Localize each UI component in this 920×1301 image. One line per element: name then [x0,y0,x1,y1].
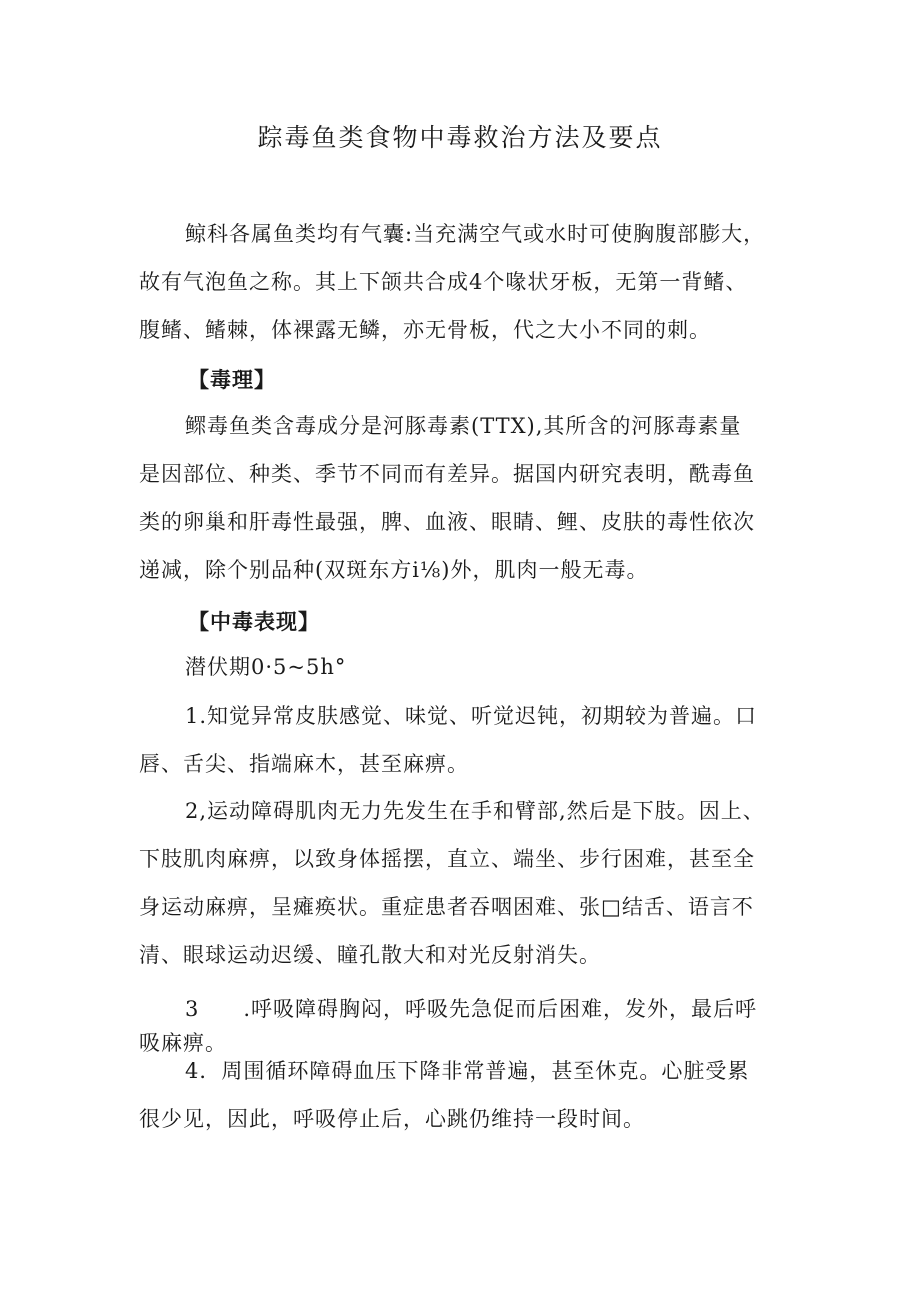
symptom-line: 3 .呼吸障碍胸闷，呼吸先急促而后困难，发外，最后呼 [185,997,758,1021]
intro-line: 腹鳍、鳍棘，体裸露无鳞，亦无骨板，代之大小不同的刺。 [139,318,711,342]
symptom-item-1 [139,692,789,788]
symptom-line: 吸麻痹。 [139,1031,227,1055]
symptom-line: 唇、舌尖、指端麻木，甚至麻痹。 [139,752,469,776]
intro-line: 鲸科各属鱼类均有气囊:当充满空气或水时可使胸腹部膨大， [185,222,766,246]
symptom-line: 1.知觉异常皮肤感觉、味觉、听觉迟钝，初期较为普遍。口 [185,704,758,728]
page-title: 踪毒鱼类食物中毒救治方法及要点 [257,123,663,152]
symptom-item-4 [139,1047,789,1143]
symptom-line: 身运动麻痹，呈瘫痪状。重症患者吞咽困难、张□结舌、语言不 [139,895,754,919]
section-heading-toxicology: 【毒理】 [188,367,276,392]
intro-line: 故有气泡鱼之称。其上下颌共合成4个喙状牙板，无第一背鳍、 [139,270,748,294]
symptom-line: 很少见，因此，呼吸停止后，心跳仍维持一段时间。 [139,1107,645,1131]
incubation-line: 潜伏期0·5~5h° [185,655,347,679]
symptom-line: 2,运动障碍肌肉无力先发生在手和臂部,然后是下肢。因上、 [185,799,765,823]
toxicology-line: 类的卵巢和肝毒性最强，脾、血液、眼睛、鲤、皮肤的毒性依次 [139,510,755,534]
symptom-item-2 [139,787,789,979]
incubation-paragraph [139,643,789,691]
intro-paragraph [139,210,789,354]
section-heading-symptoms: 【中毒表现】 [188,609,320,634]
toxicology-line: 鳏毒鱼类含毒成分是河豚毒素(TTX),其所含的河豚毒素量 [185,414,742,438]
toxicology-paragraph [139,402,789,594]
symptom-line: 清、眼球运动迟缓、瞳孔散大和对光反射消失。 [139,943,601,967]
toxicology-line: 是因部位、种类、季节不同而有差异。据国内研究表明，酰毒鱼 [139,462,755,486]
symptom-line: 4．周围循环障碍血压下降非常普遍，甚至休克。心脏受累 [185,1059,750,1083]
symptom-line: 下肢肌肉麻痹，以致身体摇摆，直立、端坐、步行困难，甚至全 [139,847,755,871]
toxicology-line: 递减，除个别品种(双斑东方i⅛)外，肌肉一般无毒。 [139,558,649,582]
